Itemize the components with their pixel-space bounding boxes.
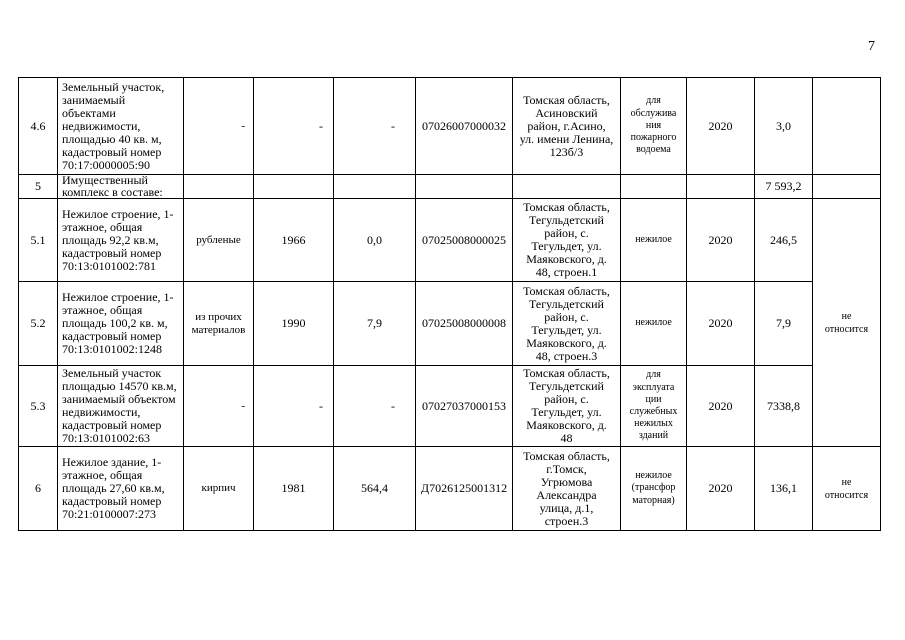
cell-object-description: Земельный участок, занимаемый объектами недвижимости, площадью 40 кв. м, кадастровый номер 70:17:0000005:90: [58, 78, 184, 175]
cell-material: -: [184, 366, 254, 447]
cell-note: не относится: [813, 447, 881, 531]
page-number: 7: [868, 39, 875, 54]
cell-year: 2020: [687, 78, 755, 175]
cell-registry-number: 07025008000025: [416, 199, 513, 282]
cell-item-number: 5: [19, 175, 58, 199]
cell-object-description: Нежилое здание, 1- этажное, общая площадь 27,60 кв.м, кадастровый номер 70:21:0100007:273: [58, 447, 184, 531]
cell-object-description: Нежилое строение, 1- этажное, общая площадь 92,2 кв.м, кадастровый номер 70:13:0101002:781: [58, 199, 184, 282]
cell-value: -: [334, 78, 416, 175]
cell-year-built: 1990: [254, 282, 334, 366]
cell-purpose: нежилое: [621, 199, 687, 282]
cell-object-description: Нежилое строение, 1- этажное, общая площадь 100,2 кв. м, кадастровый номер 70:13:0101002:1248: [58, 282, 184, 366]
cell-address: Томская область, г.Томск, Угрюмова Александра улица, д.1, строен.3: [513, 447, 621, 531]
cell-empty: [184, 175, 254, 199]
cell-amount: 7338,8: [755, 366, 813, 447]
cell-registry-number: 07026007000032: [416, 78, 513, 175]
cell-note-merged: не относится: [813, 199, 881, 447]
cell-empty: [254, 175, 334, 199]
cell-item-number: 5.2: [19, 282, 58, 366]
cell-purpose: нежилое: [621, 282, 687, 366]
cell-object-description: Имущественный комплекс в составе:: [58, 175, 184, 199]
cell-year: 2020: [687, 447, 755, 531]
cell-material: кирпич: [184, 447, 254, 531]
cell-address: Томская область, Тегульдетский район, с. Тегульдет, ул. Маяковского, д. 48: [513, 366, 621, 447]
cell-empty: [513, 175, 621, 199]
cell-purpose: для обслужива ния пожарного водоема: [621, 78, 687, 175]
cell-address: Томская область, Асиновский район, г.Асино, ул. имени Ленина, 123б/3: [513, 78, 621, 175]
cell-year-built: -: [254, 78, 334, 175]
cell-material: из прочих материалов: [184, 282, 254, 366]
cell-year-built: -: [254, 366, 334, 447]
cell-purpose: для эксплуата ции служебных нежилых зданий: [621, 366, 687, 447]
cell-year: 2020: [687, 199, 755, 282]
cell-amount: 7 593,2: [755, 175, 813, 199]
cell-purpose: нежилое (трансфор маторная): [621, 447, 687, 531]
cell-item-number: 4.6: [19, 78, 58, 175]
property-table: [18, 77, 881, 531]
table-body: [19, 78, 881, 531]
cell-object-description: Земельный участок площадью 14570 кв.м, занимаемый объектом недвижимости, кадастровый номер 70:13:0101002:63: [58, 366, 184, 447]
cell-registry-number: 07025008000008: [416, 282, 513, 366]
cell-amount: 136,1: [755, 447, 813, 531]
cell-note-empty: [813, 175, 881, 199]
cell-address: Томская область, Тегульдетский район, с. Тегульдет, ул. Маяковского, д. 48, строен.3: [513, 282, 621, 366]
cell-value: 564,4: [334, 447, 416, 531]
cell-year-built: 1981: [254, 447, 334, 531]
cell-material: -: [184, 78, 254, 175]
cell-amount: 3,0: [755, 78, 813, 175]
cell-item-number: 5.3: [19, 366, 58, 447]
cell-address: Томская область, Тегульдетский район, с. Тегульдет, ул. Маяковского, д. 48, строен.1: [513, 199, 621, 282]
cell-year: 2020: [687, 282, 755, 366]
cell-value: -: [334, 366, 416, 447]
cell-value: 0,0: [334, 199, 416, 282]
cell-material: рубленые: [184, 199, 254, 282]
cell-year: 2020: [687, 366, 755, 447]
cell-empty: [621, 175, 687, 199]
cell-registry-number: Д7026125001312: [416, 447, 513, 531]
table-row: [19, 282, 881, 366]
cell-year-built: 1966: [254, 199, 334, 282]
cell-empty: [334, 175, 416, 199]
table-row: [19, 175, 881, 199]
table-row: [19, 447, 881, 531]
table-row: [19, 78, 881, 175]
cell-amount: 7,9: [755, 282, 813, 366]
cell-empty: [416, 175, 513, 199]
table-row: [19, 366, 881, 447]
cell-item-number: 6: [19, 447, 58, 531]
table-row: [19, 199, 881, 282]
cell-item-number: 5.1: [19, 199, 58, 282]
cell-empty: [687, 175, 755, 199]
cell-note-empty: [813, 78, 881, 175]
cell-registry-number: 07027037000153: [416, 366, 513, 447]
cell-amount: 246,5: [755, 199, 813, 282]
cell-value: 7,9: [334, 282, 416, 366]
